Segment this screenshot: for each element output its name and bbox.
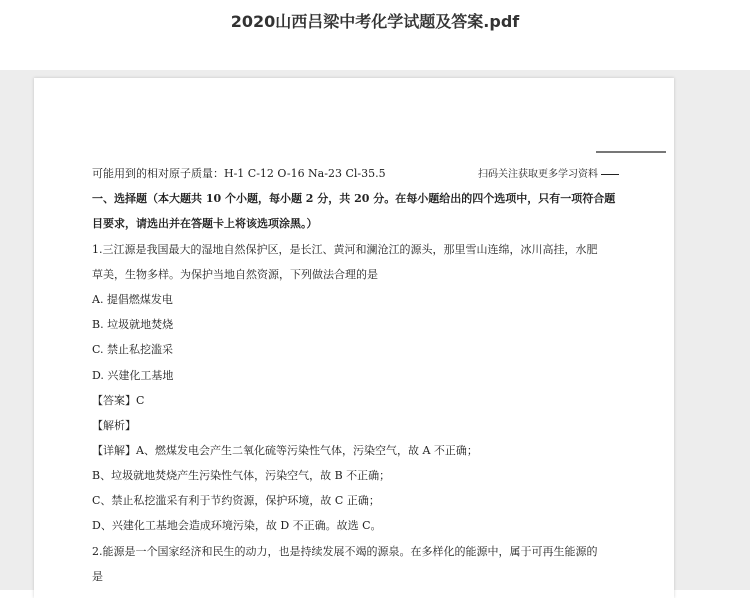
section-heading: 一、选择题（本大题共 10 个小题，每小题 2 分，共 20 分。在每小题给出的四个选项中，只有一项符合题 bbox=[92, 192, 616, 205]
question-1-text: 1.三江源是我国最大的湿地自然保护区，是长江、黄河和澜沧江的源头，那里雪山连绵，冰川高挂，水肥 bbox=[92, 243, 598, 256]
option-b: B. 垃圾就地焚烧 bbox=[92, 318, 174, 331]
analysis-heading: 【解析】 bbox=[92, 419, 136, 432]
option-c: C. 禁止私挖滥采 bbox=[92, 343, 174, 356]
section-heading-cont: 目要求，请选出并在答题卡上将该选项涂黑。） bbox=[92, 217, 318, 230]
page-header-text: 扫码关注获取更多学习资料 bbox=[478, 169, 598, 180]
question-1-text-cont: 草美，生物多样。为保护当地自然资源，下列做法合理的是 bbox=[92, 268, 378, 281]
document-title: 2020山西吕梁中考化学试题及答案.pdf bbox=[230, 12, 520, 31]
answer: 【答案】C bbox=[92, 394, 145, 407]
viewer-toolbar bbox=[0, 0, 750, 70]
option-d: D. 兴建化工基地 bbox=[92, 369, 174, 382]
explanation-b: B、垃圾就地焚烧产生污染性气体，污染空气，故 B 不正确； bbox=[92, 469, 391, 482]
page-header-note bbox=[478, 165, 619, 180]
question-2-text-cont: 是 bbox=[92, 570, 103, 583]
question-2-text: 2.能源是一个国家经济和民生的动力，也是持续发展不竭的源泉。在多样化的能源中，属于可再生能源的 bbox=[92, 545, 598, 558]
atomic-mass-line: 可能用到的相对原子质量：H-1 C-12 O-16 Na-23 Cl-35.5 bbox=[92, 167, 386, 180]
option-a: A. 提倡燃煤发电 bbox=[92, 293, 173, 306]
page-header-rule bbox=[596, 151, 666, 153]
explanation-a: 【详解】A、燃煤发电会产生二氧化硫等污染性气体，污染空气，故 A 不正确； bbox=[92, 444, 478, 457]
header-dash bbox=[601, 174, 619, 175]
explanation-d: D、兴建化工基地会造成环境污染，故 D 不正确。故选 C。 bbox=[92, 519, 382, 532]
explanation-c: C、禁止私挖滥采有利于节约资源，保护环境，故 C 正确； bbox=[92, 494, 380, 507]
